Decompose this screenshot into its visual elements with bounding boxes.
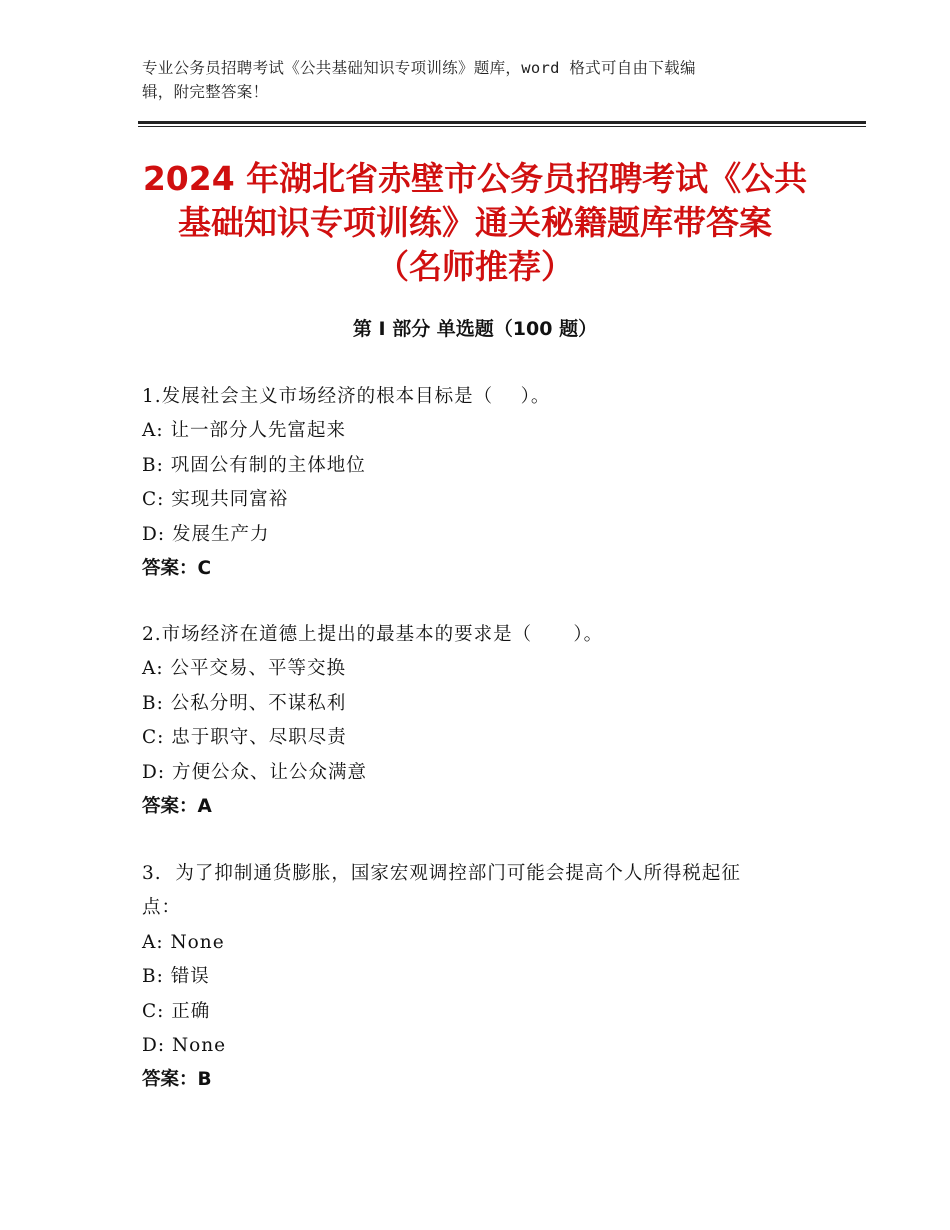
option-b: B: 公私分明、不谋私利 bbox=[142, 692, 347, 714]
option-a: A: 公平交易、平等交换 bbox=[142, 658, 346, 680]
question-stem-line-1: 3. 为了抑制通货膨胀，国家宏观调控部门可能会提高个人所得税起征 bbox=[142, 863, 741, 884]
option-a: A: 让一部分人先富起来 bbox=[142, 420, 346, 442]
option-a: A: None bbox=[142, 931, 225, 953]
question-2 bbox=[142, 618, 812, 824]
answer: 答案：C bbox=[142, 557, 212, 579]
option-d: D: 发展生产力 bbox=[142, 523, 270, 545]
header-line-1: 专业公务员招聘考试《公共基础知识专项训练》题库，word 格式可自由下载编 bbox=[142, 59, 696, 77]
header-line-2: 辑，附完整答案！ bbox=[142, 83, 269, 101]
section-heading: 第 I 部分 单选题（100 题） bbox=[352, 318, 598, 340]
option-d: D: None bbox=[142, 1034, 227, 1056]
option-c: C: 忠于职守、尽职尽责 bbox=[142, 727, 347, 749]
answer: 答案：A bbox=[142, 795, 212, 817]
document-header bbox=[142, 56, 782, 104]
option-b: B: 巩固公有制的主体地位 bbox=[142, 454, 366, 476]
header-divider-thick bbox=[138, 121, 866, 124]
option-d: D: 方便公众、让公众满意 bbox=[142, 761, 367, 783]
title-line-3: （名师推荐） bbox=[376, 247, 574, 286]
title-line-2: 基础知识专项训练》通关秘籍题库带答案 bbox=[178, 203, 772, 242]
question-stem-line-2: 点： bbox=[142, 897, 182, 919]
option-b: B: 错误 bbox=[142, 966, 210, 988]
header-divider-thin bbox=[138, 126, 866, 127]
title-line-1: 2024 年湖北省赤壁市公务员招聘考试《公共 bbox=[142, 159, 808, 198]
document-title bbox=[120, 157, 830, 289]
question-1 bbox=[142, 380, 812, 586]
answer: 答案：B bbox=[142, 1069, 212, 1091]
question-stem: 1.发展社会主义市场经济的根本目标是（ ）。 bbox=[142, 386, 551, 407]
question-3 bbox=[142, 857, 812, 1098]
option-c: C: 正确 bbox=[142, 1000, 211, 1022]
option-c: C: 实现共同富裕 bbox=[142, 489, 289, 511]
question-stem: 2.市场经济在道德上提出的最基本的要求是（ ）。 bbox=[142, 624, 604, 645]
